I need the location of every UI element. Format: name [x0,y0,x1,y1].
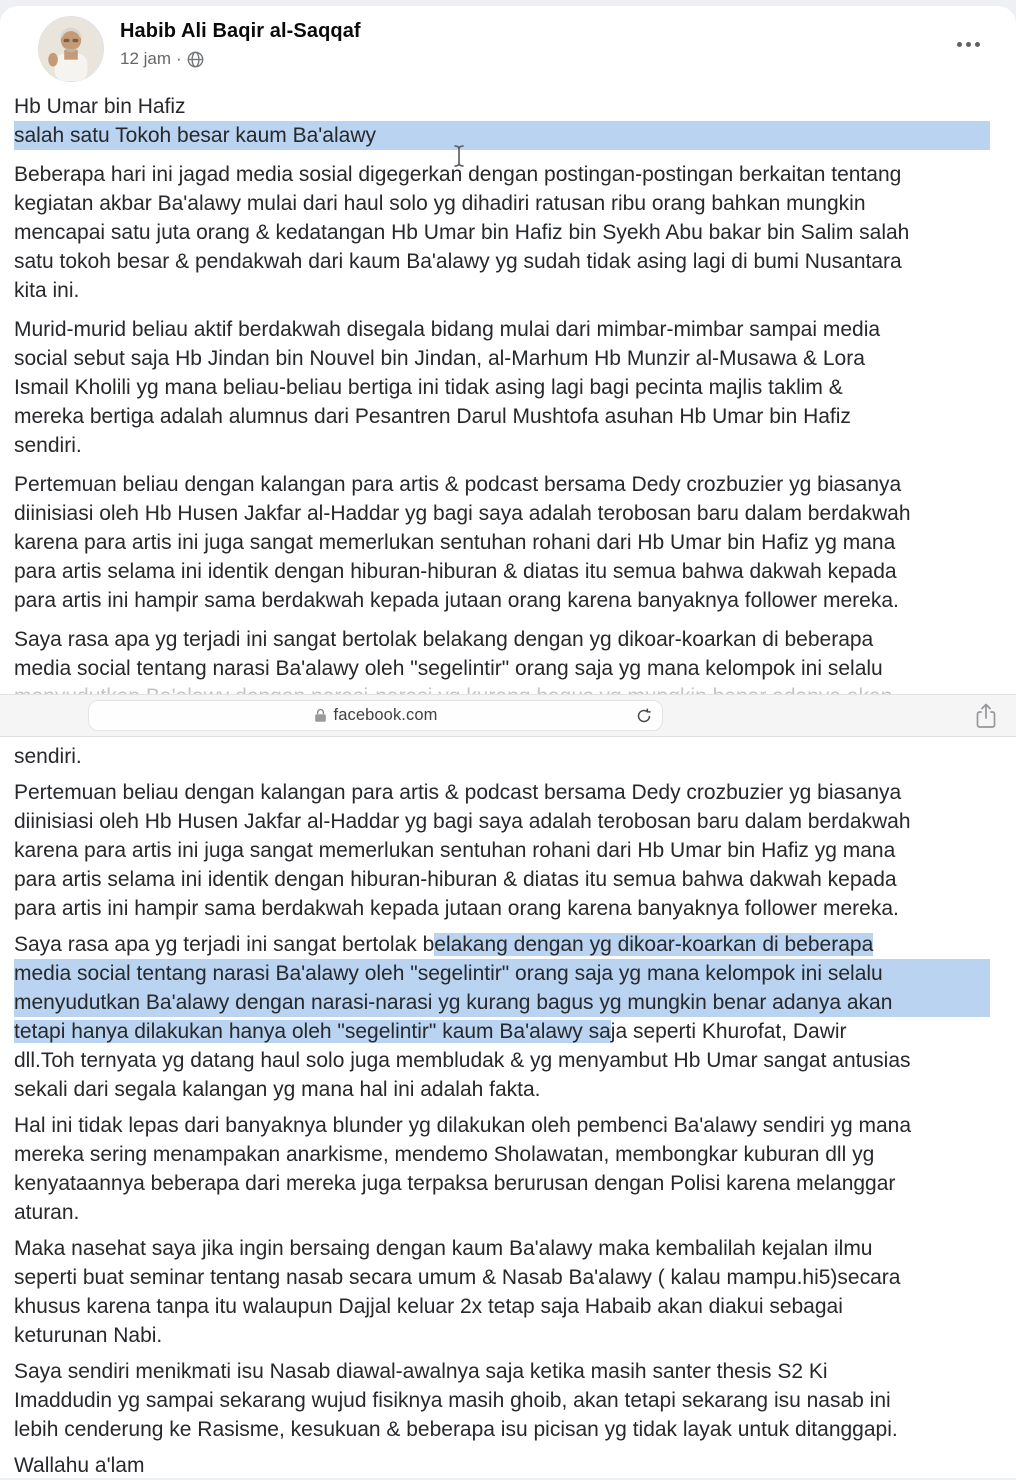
text-segment: Maka nasehat saya jika ingin bersaing dengan kaum Ba'alawy maka kembalilah kejalan ilmu [14,1237,873,1260]
facebook-post-card [0,6,1016,1478]
refresh-icon[interactable] [635,707,653,725]
text-line [14,865,990,894]
text-line [14,92,990,121]
text-line [14,1263,990,1292]
text-segment: seperti buat seminar tentang nasab secara umum & Nasab Ba'alawy ( kalau mampu.hi5)secara [14,1266,901,1289]
post-meta [120,49,361,69]
text-line [14,1111,990,1140]
paragraph [14,1357,990,1444]
paragraph [14,625,990,683]
highlighted-text: elakang dengan yg dikoar-koarkan di beberapa [434,933,874,956]
paragraph [14,1451,990,1480]
text-line [14,1198,990,1227]
text-line [14,654,990,683]
text-line [14,557,990,586]
paragraph [14,742,990,771]
text-segment: diinisiasi oleh Hb Husen Jakfar al-Haddar yg bagi saya adalah terobosan baru dalam berdakwah [14,502,911,525]
text-line [14,344,990,373]
post-header-text [120,20,361,69]
text-segment: sendiri. [14,745,82,768]
text-segment: menyudutkan Ba'alawy dengan narasi-narasi yg kurang bagus yg mungkin benar adanya akan [14,991,893,1014]
text-segment: khusus karena tanpa itu walaupun Dajjal keluar 2x tetap saja Habaib akan diakui sebagai [14,1295,843,1318]
text-segment: Ismail Kholili yg mana beliau-beliau bertiga ini tidak asing lagi bagi pecinta majlis taklim & [14,376,843,399]
text-segment: karena para artis ini juga sangat memerlukan sentuhan rohani dari Hb Umar bin Hafiz yg mana [14,531,896,554]
text-segment: social sebut saja Hb Jindan bin Nouvel bin Jindan, al-Marhum Hb Munzir al-Musawa & Lora [14,347,865,370]
text-segment: satu tokoh besar & pendakwah dari kaum Ba'alawy yg sudah tidak asing lagi di bumi Nusantara [14,250,902,273]
paragraph [14,315,990,460]
share-icon[interactable] [974,702,998,730]
text-segment: kegiatan akbar Ba'alawy mulai dari haul solo yg dihadiri ratusan ribu orang bahkan mungkin [14,192,866,215]
text-segment: Murid-murid beliau aktif berdakwah disegala bidang mulai dari mimbar-mimbar sampai media [14,318,881,341]
text-segment: para artis ini hampir sama berdakwah kepada jutaan orang karena banyaknya follower mereka. [14,897,899,920]
text-line [14,121,990,150]
text-line [14,1415,990,1444]
text-segment: sendiri. [14,434,82,457]
text-line [14,1017,990,1046]
paragraph [14,930,990,1104]
text-line [14,1140,990,1169]
text-line [14,1451,990,1480]
text-line [14,1169,990,1198]
text-line [14,988,990,1017]
text-segment: salah satu Tokoh besar kaum Ba'alawy [14,124,376,147]
text-segment: para artis ini hampir sama berdakwah kepada jutaan orang karena banyaknya follower mereka. [14,589,899,612]
text-segment: aturan. [14,1201,80,1224]
text-segment: Saya rasa apa yg terjadi ini sangat bertolak belakang dengan yg dikoar-koarkan di beberapa [14,628,874,651]
paragraph [14,160,990,305]
text-segment: Saya sendiri menikmati isu Nasab diawal-awalnya saja ketika masih santer thesis S2 Ki [14,1360,828,1383]
post-header [38,14,988,84]
text-segment: lebih cenderung ke Rasisme, kesukuan & beberapa isu picisan yg tidak layak untuk ditanggapi. [14,1418,898,1441]
timestamp: 12 jam [120,49,172,68]
author-name[interactable]: Habib Ali Baqir al-Saqqaf [120,20,361,42]
text-segment: ja seperti Khurofat, Dawir [610,1020,847,1043]
text-cursor-icon [452,144,466,168]
text-segment: kenyataannya beberapa dari mereka juga terpaksa berurusan dengan Polisi karena melanggar [14,1172,896,1195]
paragraph [14,1111,990,1227]
avatar[interactable] [38,16,104,82]
url-text: facebook.com [333,706,438,724]
text-line [14,778,990,807]
paragraph [14,1234,990,1350]
text-line [14,1292,990,1321]
text-line [14,189,990,218]
post-menu-button[interactable] [951,36,986,53]
text-line [14,930,990,959]
text-segment: mereka bertiga adalah alumnus dari Pesantren Darul Mushtofa asuhan Hb Umar bin Hafiz [14,405,851,428]
text-line [14,625,990,654]
text-line [14,836,990,865]
text-segment: Pertemuan beliau dengan kalangan para artis & podcast bersama Dedy crozbuzier yg biasanya [14,781,902,804]
profile-photo-illustration [39,17,103,81]
text-segment: Hal ini tidak lepas dari banyaknya blunder yg dilakukan oleh pembenci Ba'alawy sendiri yg mana [14,1114,912,1137]
text-segment: mereka sering menampakan anarkisme, mendemo Sholawatan, membongkar kuburan dll yg [14,1143,875,1166]
text-line [14,499,990,528]
paragraph [14,470,990,615]
text-line [14,894,990,923]
text-line [14,373,990,402]
paragraph [14,778,990,923]
address-bar[interactable] [88,700,663,731]
text-segment: diinisiasi oleh Hb Husen Jakfar al-Haddar yg bagi saya adalah terobosan baru dalam berdakwah [14,810,911,833]
text-segment: para artis selama ini identik dengan hiburan-hiburan & diatas itu semua bahwa dakwah kepada [14,560,897,583]
text-line [14,807,990,836]
text-segment: mencapai satu juta orang & kedatangan Hb Umar bin Hafiz bin Syekh Abu bakar bin Salim salah [14,221,910,244]
text-line [14,1321,990,1350]
text-segment: Wallahu a'lam [14,1454,145,1477]
text-line [14,586,990,615]
text-line [14,528,990,557]
text-line [14,742,990,771]
text-segment: media social tentang narasi Ba'alawy oleh "segelintir" orang saja yg mana kelompok ini selalu [14,657,883,680]
text-segment: media social tentang narasi Ba'alawy oleh "segelintir" orang saja yg mana kelompok ini selalu [14,962,883,985]
text-segment: Imaddudin yg sampai sekarang wujud fisiknya masih ghoib, akan tetapi sekarang isu nasab ini [14,1389,891,1412]
text-segment: Hb Umar bin Hafiz [14,95,186,118]
text-line [14,959,990,988]
text-line [14,160,990,189]
text-line [14,470,990,499]
safari-toolbar [0,694,1016,737]
meta-separator: · [176,49,182,68]
text-line [14,431,990,460]
text-line [14,402,990,431]
text-segment: para artis selama ini identik dengan hiburan-hiburan & diatas itu semua bahwa dakwah kepada [14,868,897,891]
text-line [14,1046,990,1075]
text-segment: keturunan Nabi. [14,1324,163,1347]
text-line [14,276,990,305]
text-segment: dll.Toh ternyata yg datang haul solo juga membludak & yg menyambut Hb Umar sangat antusias [14,1049,911,1072]
text-segment: Pertemuan beliau dengan kalangan para artis & podcast bersama Dedy crozbuzier yg biasanya [14,473,902,496]
text-segment: sekali dari segala kalangan yg mana hal ini adalah fakta. [14,1078,541,1101]
lock-icon [314,708,327,723]
text-segment: Beberapa hari ini jagad media sosial digegerkan dengan postingan-postingan berkaitan tentang [14,163,902,186]
text-line [14,1234,990,1263]
paragraph [14,92,990,150]
text-segment: Saya rasa apa yg terjadi ini sangat bertolak b [14,933,435,956]
text-line [14,1357,990,1386]
text-line [14,1386,990,1415]
text-line [14,247,990,276]
globe-icon [187,51,204,68]
post-text-bottom [0,742,1016,1480]
text-line [14,1075,990,1104]
post-text-top [0,92,1016,683]
text-line [14,315,990,344]
cut-off-text-line [14,682,990,694]
text-line [14,218,990,247]
highlighted-text: tetapi hanya dilakukan hanya oleh "segelintir" kaum Ba'alawy sa [14,1020,611,1043]
text-segment: kita ini. [14,279,80,302]
text-segment: karena para artis ini juga sangat memerlukan sentuhan rohani dari Hb Umar bin Hafiz yg mana [14,839,896,862]
